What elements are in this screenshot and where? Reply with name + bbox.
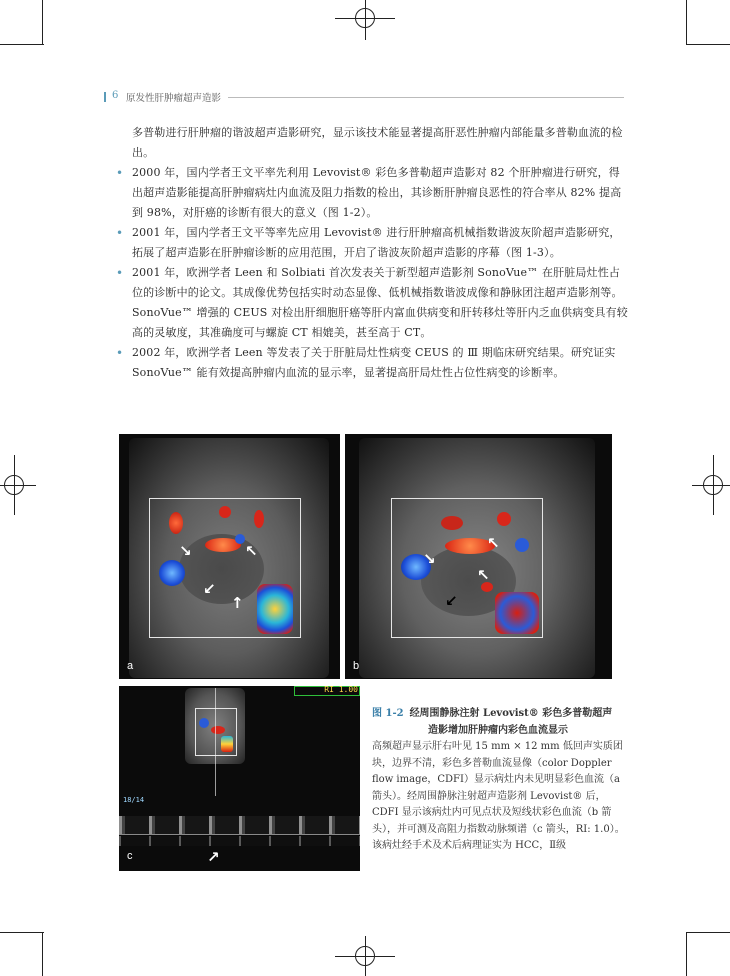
body-text	[114, 123, 628, 383]
bullet-icon: •	[116, 226, 124, 240]
history-list	[114, 163, 628, 383]
spectrum-waveform	[119, 836, 360, 846]
crop-mark	[686, 932, 730, 933]
list-item-text: 2000 年，国内学者王文平率先利用 Levovist® 彩色多普勒超声造影对 82 个肝肿瘤进行研究，得出超声造影能提高肝肿瘤病灶内血流及阻力指数的检出，其诊断肝肿瘤良恶性的符合率从 82% 提高到 98%，对肝癌的诊断有很大的意义（图 1-2）。	[132, 166, 622, 219]
arrow-icon: ↙	[445, 592, 458, 610]
color-flow-signal	[219, 506, 231, 518]
crop-mark	[686, 932, 687, 976]
ultrasound-image-a	[119, 434, 340, 679]
header-rule	[228, 97, 624, 98]
color-flow-signal	[159, 560, 185, 586]
ri-readout: RI 1.00	[324, 686, 358, 694]
caption-title	[372, 706, 630, 739]
arrow-icon: ↗	[207, 848, 220, 866]
list-item	[114, 343, 628, 383]
page-number: 6	[112, 90, 119, 101]
caption-title-line1: 经周围静脉注射 Levovist® 彩色多普勒超声	[409, 708, 613, 719]
arrow-icon: ↖	[477, 566, 490, 584]
spectrum-waveform	[119, 816, 360, 834]
arrow-icon: ↙	[203, 580, 216, 598]
crop-mark	[42, 0, 43, 44]
list-item	[114, 223, 628, 263]
panel-label: c	[127, 850, 133, 862]
color-flow-signal	[515, 538, 529, 552]
color-flow-signal	[169, 512, 183, 534]
color-flow-signal	[235, 534, 245, 544]
ultrasound-image-c	[119, 686, 360, 871]
crop-mark	[686, 0, 687, 44]
list-item-text: 2001 年，国内学者王文平等率先应用 Levovist® 进行肝肿瘤高机械指数谐波灰阶超声造影研究，拓展了超声造影在肝肿瘤诊断的应用范围，开启了谐波灰阶超声造影的序幕（图 1-3）。	[132, 226, 621, 259]
bullet-icon: •	[116, 266, 124, 280]
arrow-icon: ↖	[245, 542, 258, 560]
figure-caption	[372, 706, 630, 855]
list-item-text: 2001 年，欧洲学者 Leen 和 Solbiati 首次发表关于新型超声造影剂 SonoVue™ 在肝脏局灶性占位的诊断中的论文。其成像优势包括实时动态显像、低机械指数谐波成像和静脉团注超声造影剂等。SonoVue™ 增强的 CEUS 对检出肝细胞肝癌等肝内富血供病变和肝转移灶等肝内乏血供病变具有较高的灵敏度，其准确度可与螺旋 CT 相媲美，甚至高于 CT。	[132, 266, 628, 339]
color-flow-signal	[441, 516, 463, 530]
spectrum-baseline	[119, 834, 360, 835]
running-header	[104, 90, 624, 104]
doppler-spectrum	[119, 804, 360, 862]
crop-mark	[686, 44, 730, 45]
crop-mark	[0, 44, 44, 45]
color-flow-signal	[257, 584, 293, 634]
crop-mark	[42, 932, 43, 976]
arrow-icon: ↘	[179, 542, 192, 560]
header-accent-bar	[104, 92, 106, 102]
color-flow-signal	[221, 736, 233, 752]
list-item	[114, 263, 628, 343]
intro-paragraph: 多普勒进行肝肿瘤的谐波超声造影研究，显示该技术能显著提高肝恶性肿瘤内部能量多普勒血流的检出。	[132, 126, 623, 159]
crop-mark	[0, 932, 44, 933]
bullet-icon: •	[116, 166, 124, 180]
ultrasound-image-b	[345, 434, 612, 679]
color-flow-signal	[254, 510, 264, 528]
bullet-icon: •	[116, 346, 124, 360]
panel-label: a	[127, 660, 134, 672]
arrow-icon: ↘	[423, 550, 436, 568]
arrow-icon: ↑	[231, 594, 244, 612]
caption-text: 高频超声显示肝右叶见 15 mm × 12 mm 低回声实质团块，边界不清，彩色多普勒血流显像（color Doppler flow image，CDFI）显示病灶内未见明显彩色血流（a 箭头）。经周围静脉注射超声造影剂 Levovist® 后，CDFI 显示该病灶内可见点状及短线状彩色血流（b 箭头），并可测及高阻力指数动脉频谱（c 箭头，RI: 1.0）。该病灶经手术及术后病理证实为 HCC，Ⅱ级	[372, 741, 625, 851]
list-item	[114, 163, 628, 223]
scale-readout: 18/14	[123, 796, 145, 804]
color-flow-signal	[199, 718, 209, 728]
list-item-text: 2002 年，欧洲学者 Leen 等发表了关于肝脏局灶性病变 CEUS 的 Ⅲ 期临床研究结果。研究证实 SonoVue™ 能有效提高肿瘤内血流的显示率，显著提高肝局灶性占位性病变的诊断率。	[132, 346, 616, 379]
book-title: 原发性肝肿瘤超声造影	[126, 93, 222, 104]
panel-label: b	[353, 660, 360, 672]
color-flow-signal	[495, 592, 539, 634]
caption-title-line2: 造影增加肝肿瘤内彩色血流显示	[428, 724, 568, 736]
sample-volume-line	[215, 688, 216, 796]
figure-number: 图 1-2	[372, 708, 404, 719]
arrow-icon: ↖	[487, 534, 500, 552]
color-flow-signal	[211, 726, 225, 734]
color-flow-signal	[497, 512, 511, 526]
